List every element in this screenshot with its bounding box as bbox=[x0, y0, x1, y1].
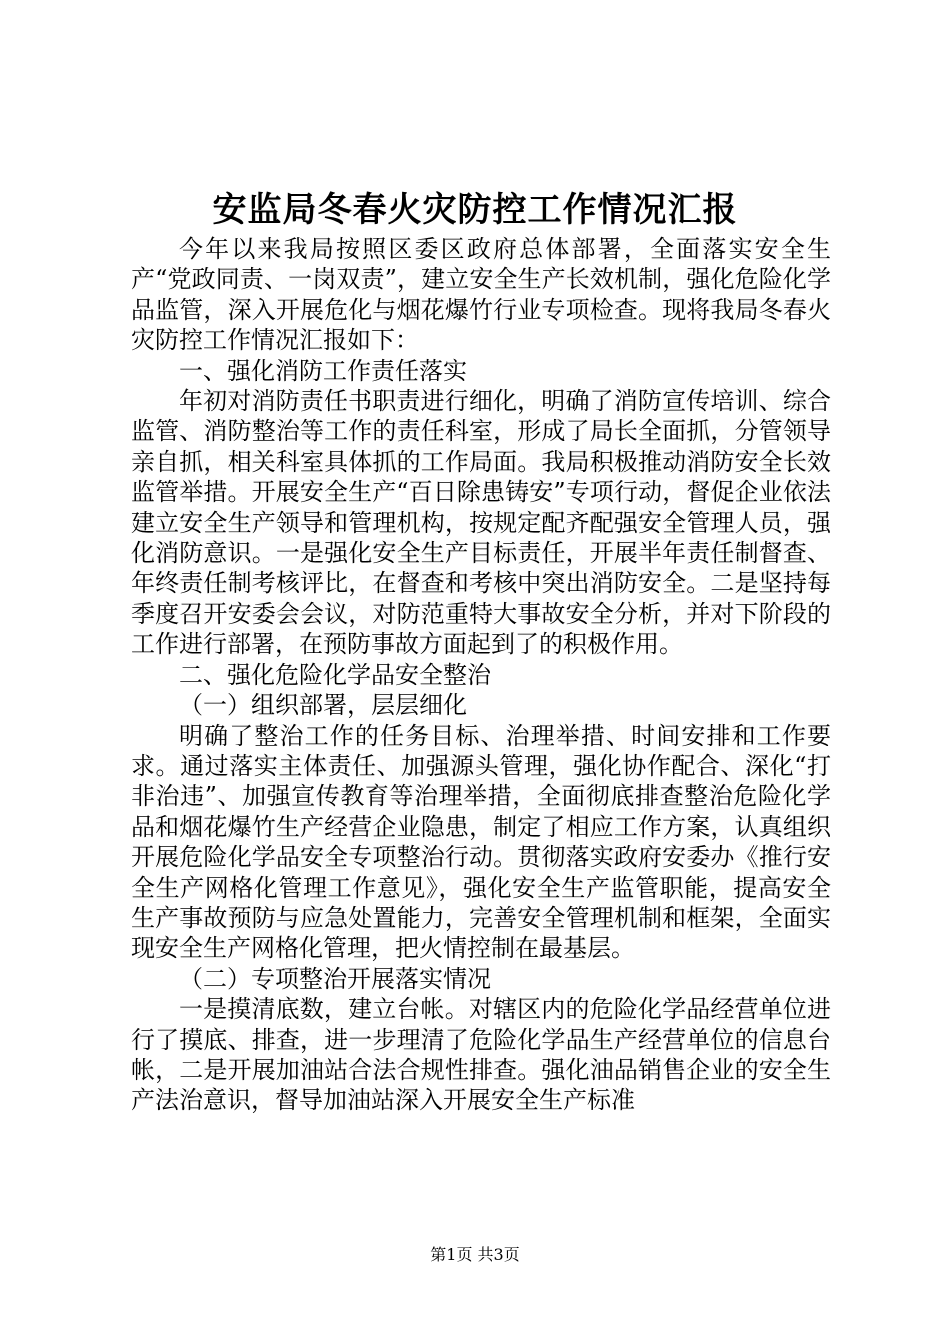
document-body bbox=[131, 234, 831, 1116]
subsection-2-1-paragraph: 明确了整治工作的任务目标、治理举措、时间安排和工作要求。通过落实主体责任、加强源头管理，强化协作配合、深化“打非治违”、加强宣传教育等治理举措，全面彻底排查整治危险化学品和烟花爆竹生产经营企业隐患，制定了相应工作方案，认真组织开展危险化学品安全专项整治行动。贯彻落实政府安委办《推行安全生产网格化管理工作意见》，强化安全生产监管职能，提高安全生产事故预防与应急处置能力，完善安全管理机制和框架，全面实现安全生产网格化管理，把火情控制在最基层。 bbox=[131, 721, 831, 963]
intro-paragraph: 今年以来我局按照区委区政府总体部署，全面落实安全生产“党政同责、一岗双责”，建立安全生产长效机制，强化危险化学品监管，深入开展危化与烟花爆竹行业专项检查。现将我局冬春火灾防控工作情况汇报如下： bbox=[131, 235, 831, 355]
subsection-heading-2-2: （二）专项整治开展落实情况 bbox=[179, 964, 491, 993]
subsection-2-2-paragraph: 一是摸清底数，建立台帐。对辖区内的危险化学品经营单位进行了摸底、排查，进一步理清了危险化学品生产经营单位的信息台帐，二是开展加油站合法合规性排查。强化油品销售企业的安全生产法治意识，督导加油站深入开展安全生产标准 bbox=[131, 995, 831, 1115]
page-number-footer: 第1页 共3页 bbox=[430, 1245, 520, 1264]
section-1-paragraph: 年初对消防责任书职责进行细化，明确了消防宣传培训、综合监管、消防整治等工作的责任科室，形成了局长全面抓，分管领导亲自抓，相关科室具体抓的工作局面。我局积极推动消防安全长效监管举措。开展安全生产“百日除患铸安”专项行动，督促企业依法建立安全生产领导和管理机构，按规定配齐配强安全管理人员，强化消防意识。一是强化安全生产目标责任，开展半年责任制督查、年终责任制考核评比，在督查和考核中突出消防安全。二是坚持每季度召开安委会会议，对防范重特大事故安全分析，并对下阶段的工作进行部署，在预防事故方面起到了的积极作用。 bbox=[131, 387, 831, 659]
subsection-heading-2-1: （一）组织部署，层层细化 bbox=[179, 691, 467, 720]
section-heading-1: 一、强化消防工作责任落实 bbox=[179, 356, 467, 385]
document-title: 安监局冬春火灾防控工作情况汇报 bbox=[212, 190, 738, 230]
section-heading-2: 二、强化危险化学品安全整治 bbox=[179, 660, 491, 689]
